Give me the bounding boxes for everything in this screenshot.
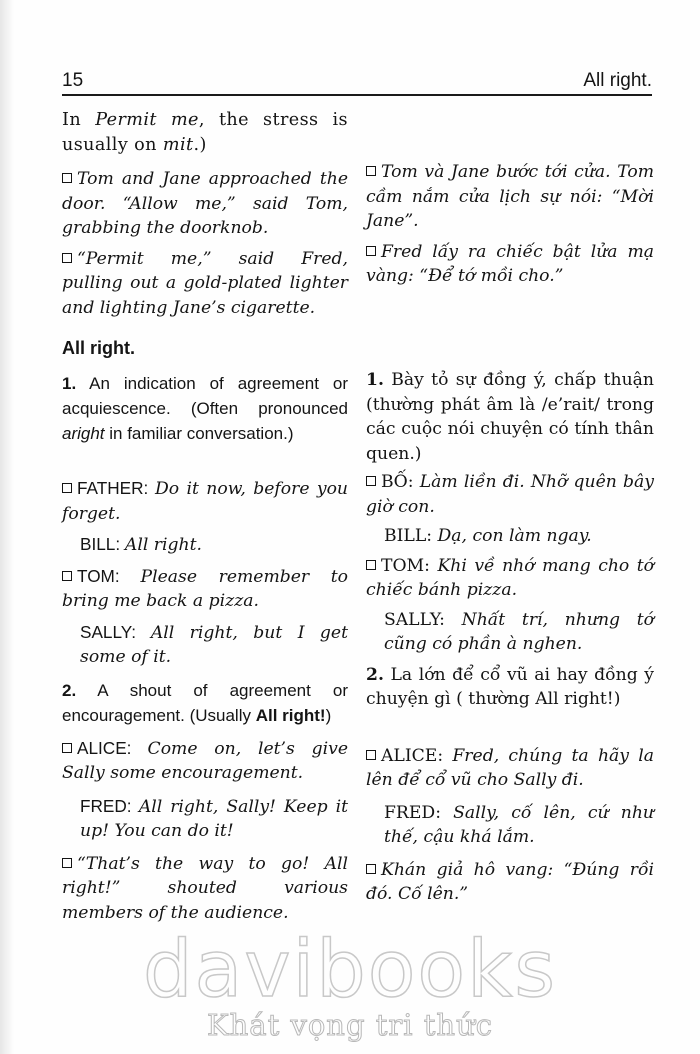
vi-sense-1-definition: 1. Bày tỏ sự đồng ý, chấp thuận (thường phát âm là /e’rait/ trong các cuộc nói chuyện có tính thân quen.) bbox=[366, 370, 654, 464]
left-entry-block bbox=[62, 371, 348, 925]
running-head: All right. bbox=[583, 70, 652, 91]
vi-example-permit-me: Fred lấy ra chiếc bật lửa mạ vàng: “Để tớ mồi cho.” bbox=[366, 241, 654, 286]
example-allow-me: Tom and Jane approached the door. “Allow me,” said Tom, grabbing the doorknob. bbox=[62, 169, 348, 238]
example-box-icon bbox=[62, 858, 72, 868]
vi-example-audience: Khán giả hô vang: “Đúng rồi đó. Cố lên.” bbox=[366, 859, 654, 904]
sense-1-definition: 1. An indication of agreement or acquiescence. (Often pronounced aright in familiar conversation.) bbox=[62, 374, 348, 443]
sense-2-definition: 2. A shout of agreement or encouragement. (Usually All right!) bbox=[62, 680, 348, 725]
left-intro-block bbox=[62, 108, 348, 320]
page-number: 15 bbox=[62, 70, 84, 91]
vi-example-allow-me: Tom và Jane bước tới cửa. Tom cầm nắm cửa lịch sự nói: “Mời Jane”. bbox=[366, 162, 654, 231]
page-gutter-shadow bbox=[0, 0, 14, 1054]
example-box-icon bbox=[366, 476, 376, 486]
vi-dialogue-bill: BILL: Dạ, con làm ngay. bbox=[384, 526, 592, 546]
example-box-icon bbox=[62, 483, 72, 493]
right-entry-block bbox=[366, 368, 654, 907]
example-box-icon bbox=[62, 253, 72, 263]
example-box-icon bbox=[366, 560, 376, 570]
dialogue-bill: BILL: All right. bbox=[80, 534, 202, 555]
vi-dialogue-father: BỐ: Làm liền đi. Nhỡ quên bây giờ con. bbox=[366, 472, 654, 517]
dialogue-father: FATHER: Do it now, before you forget. bbox=[62, 478, 348, 524]
stress-note: In Permit me, the stress is usually on mit.) bbox=[62, 110, 348, 155]
dialogue-fred: FRED: All right, Sally! Keep it up! You can do it! bbox=[80, 795, 348, 841]
example-box-icon bbox=[62, 743, 72, 753]
example-permit-me: “Permit me,” said Fred, pulling out a gold-plated lighter and lighting Jane’s cigarette. bbox=[62, 248, 348, 318]
vi-sense-2-definition: 2. La lớn để cổ vũ ai hay đồng ý chuyện gì ( thường All right!) bbox=[366, 664, 654, 709]
page-header bbox=[62, 68, 652, 96]
example-box-icon bbox=[62, 571, 72, 581]
example-box-icon bbox=[366, 750, 376, 760]
example-box-icon bbox=[366, 864, 376, 874]
dialogue-sally: SALLY: All right, but I get some of it. bbox=[80, 621, 349, 667]
vi-dialogue-tom: TOM: Khi về nhớ mang cho tớ chiếc bánh pizza. bbox=[366, 555, 654, 600]
example-box-icon bbox=[62, 173, 72, 183]
example-box-icon bbox=[366, 246, 376, 256]
vi-dialogue-sally: SALLY: Nhất trí, nhưng tớ cũng có phần à nghen. bbox=[384, 609, 654, 654]
entry-headword: All right. bbox=[62, 338, 135, 358]
vi-dialogue-fred: FRED: Sally, cố lên, cứ như thế, cậu khá lắm. bbox=[384, 802, 654, 847]
example-box-icon bbox=[366, 166, 376, 176]
watermark-tagline: Khát vọng tri thức bbox=[206, 1008, 494, 1042]
watermark-logo: davibooks bbox=[143, 925, 557, 1015]
dialogue-tom: TOM: Please remember to bring me back a pizza. bbox=[62, 565, 348, 611]
example-audience: “That’s the way to go! All right!” shouted various members of the audience. bbox=[62, 853, 348, 923]
dialogue-alice: ALICE: Come on, let’s give Sally some encouragement. bbox=[62, 737, 348, 783]
vi-dialogue-alice: ALICE: Fred, chúng ta hãy la lên để cổ vũ cho Sally đi. bbox=[366, 745, 654, 790]
right-intro-block bbox=[366, 160, 654, 289]
